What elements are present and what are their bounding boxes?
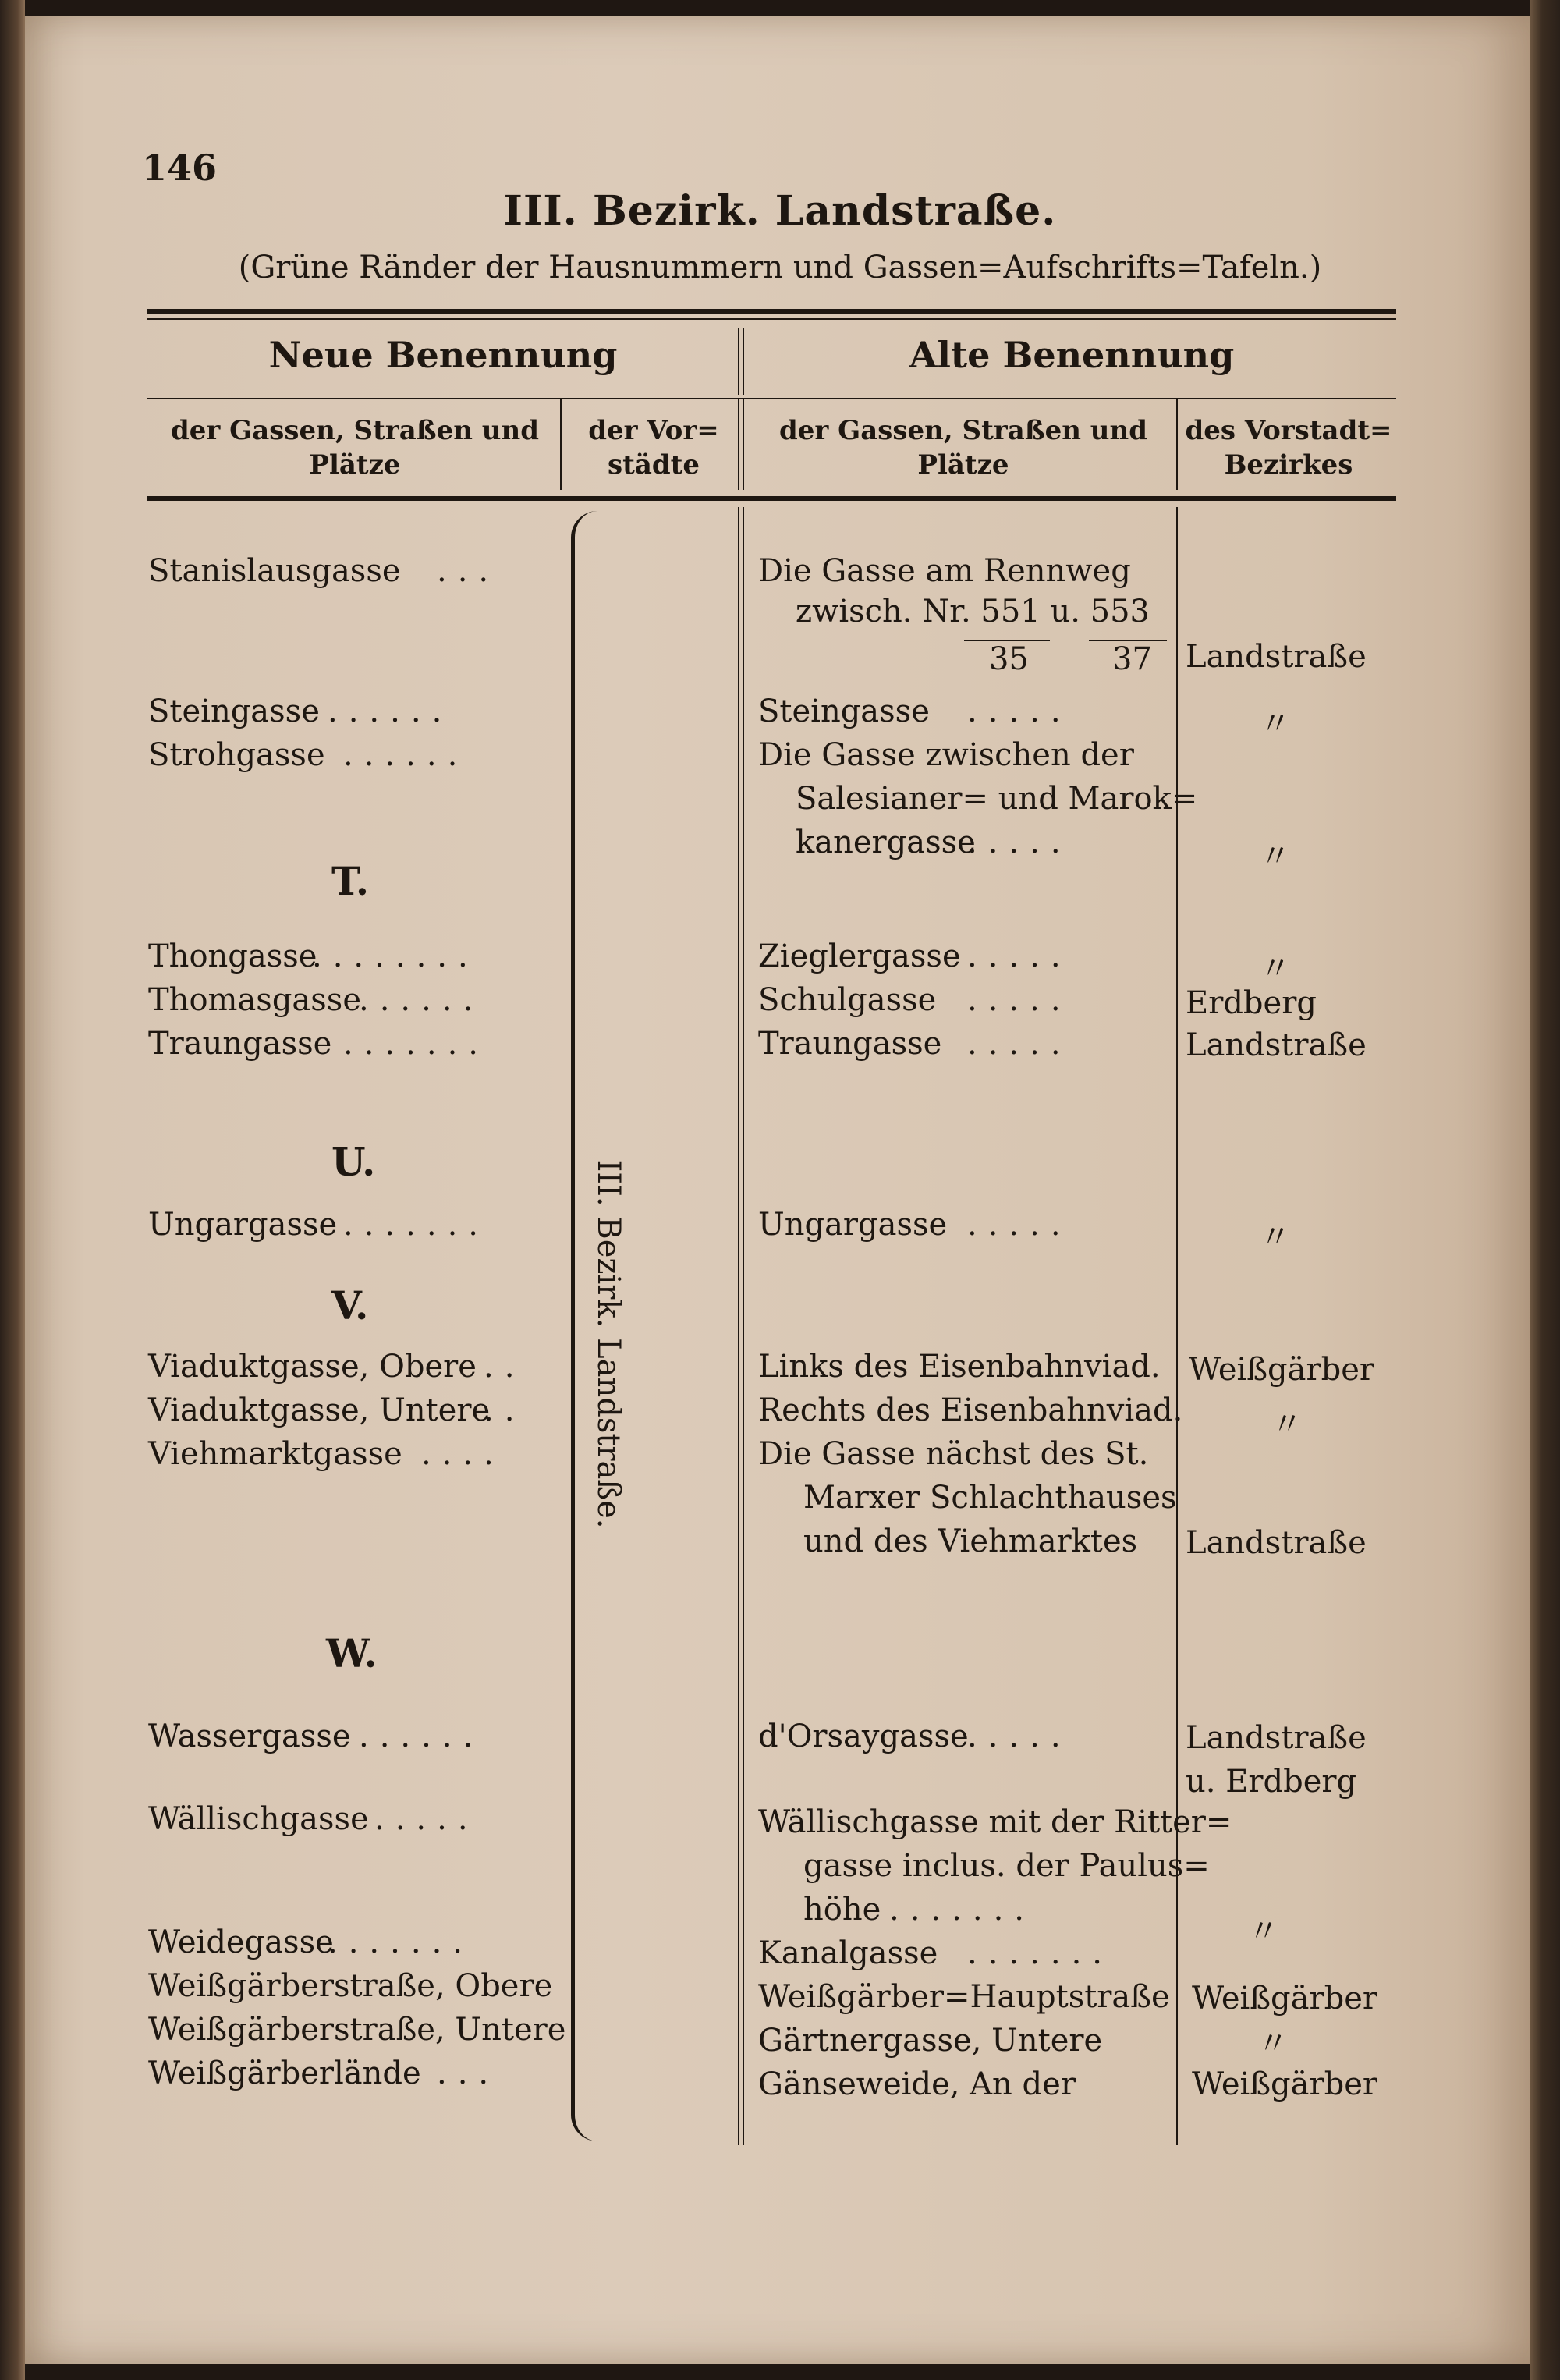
col-sep-2a [738, 399, 739, 490]
new-row-5: Traungasse [148, 1026, 332, 1062]
leader-dots: ..... [967, 693, 1072, 729]
district-row-7: Weißgärber [1189, 1352, 1375, 1388]
leader-dots: ..... [967, 1718, 1072, 1754]
old-row-9-line-2: und des Viehmarktes [803, 1523, 1138, 1559]
leader-dots: ..... [967, 1026, 1072, 1062]
header-divider-a [738, 328, 739, 395]
letter-v: V. [332, 1282, 369, 1328]
old-row-5-line-0: Traungasse [758, 1026, 942, 1062]
old-row-6-line-0: Ungargasse [758, 1207, 948, 1243]
district-row-13: Weißgärber [1192, 1981, 1378, 2016]
district-row-10: Landstraße u. Erdberg [1186, 1720, 1367, 1800]
page-subtitle: (Grüne Ränder der Hausnummern und Gassen=Aufschrifts=Tafeln.) [238, 250, 1322, 286]
letter-t: T. [332, 858, 370, 904]
letter-u: U. [332, 1139, 376, 1185]
leader-dots: .... [421, 1436, 505, 1472]
old-row-1-line-0: Steingasse [758, 693, 930, 729]
header-bottom-rule [147, 496, 1396, 501]
header-divider-b [743, 328, 744, 395]
leader-dots: .. [484, 1392, 526, 1428]
page-title: III. Bezirk. Landstraße. [503, 187, 1057, 235]
new-row-3: Thongasse [148, 938, 317, 974]
old-row-11-line-1: gasse inclus. der Paulus= [803, 1848, 1210, 1884]
district-row-4: Erdberg [1186, 985, 1317, 1021]
fraction-denominator-a: 35 [989, 641, 1029, 677]
district-row-8: 〃 [1271, 1406, 1303, 1442]
leader-dots: ... [437, 553, 500, 589]
district-label: III. Bezirk. Landstraße. [590, 1159, 626, 1529]
new-row-12: Weidegasse [148, 1924, 334, 1960]
district-row-5: Landstraße [1186, 1027, 1367, 1063]
old-row-15-line-0: Gänseweide, An der [758, 2066, 1076, 2102]
book-edge-left [0, 0, 25, 2380]
new-row-13: Weißgärberstraße, Obere [148, 1968, 553, 2004]
new-row-9: Viehmarktgasse [148, 1436, 402, 1472]
district-row-12: 〃 [1248, 1914, 1279, 1949]
letter-w: W. [326, 1630, 378, 1676]
col-sep-1 [560, 399, 562, 490]
body-sep-2a [738, 507, 739, 2145]
leader-dots: .. [484, 1349, 526, 1385]
header-col2: der Vor= städte [588, 415, 719, 481]
page-number: 146 [142, 147, 218, 189]
old-row-10-line-0: d'Orsaygasse [758, 1718, 969, 1754]
new-row-15: Weißgärberlände [148, 2055, 421, 2091]
leader-dots: ....... [967, 1935, 1114, 1971]
body-sep-3 [1176, 507, 1178, 2145]
district-row-9: Landstraße [1186, 1525, 1367, 1561]
leader-dots: ...... [343, 737, 469, 773]
district-row-1: 〃 [1260, 706, 1291, 742]
district-row-6: 〃 [1260, 1219, 1291, 1255]
old-row-3-line-0: Zieglergasse [758, 938, 961, 974]
old-row-2-line-0: Die Gasse zwischen der [758, 737, 1134, 773]
leader-dots: ...... [359, 1718, 484, 1754]
top-rule-thick [147, 309, 1396, 314]
old-row-0-line-0: Die Gasse am Rennweg [758, 553, 1131, 589]
leader-dots: ....... [328, 1924, 474, 1960]
leader-dots: ...... [359, 982, 484, 1018]
leader-dots: ....... [889, 1892, 1036, 1928]
new-row-6: Ungargasse [148, 1207, 338, 1243]
district-row-3: 〃 [1260, 951, 1291, 987]
new-row-8: Viaduktgasse, Untere [148, 1392, 491, 1428]
old-row-13-line-0: Weißgärber=Hauptstraße [758, 1979, 1170, 2015]
old-row-9-line-1: Marxer Schlachthauses [803, 1480, 1177, 1516]
fraction-denominator-b: 37 [1112, 641, 1152, 677]
header-col1: der Gassen, Straßen und Plätze [171, 415, 539, 481]
book-edge-right [1530, 0, 1560, 2380]
old-row-9-line-0: Die Gasse nächst des St. [758, 1436, 1149, 1472]
old-row-0-line-1: zwisch. Nr. 551 u. 553 [796, 594, 1150, 630]
leader-dots: ..... [967, 825, 1072, 860]
col-sep-3 [1176, 399, 1178, 490]
district-row-2: 〃 [1260, 839, 1291, 874]
district-row-15: Weißgärber [1192, 2066, 1378, 2102]
old-row-14-line-0: Gärtnergasse, Untere [758, 2023, 1103, 2059]
new-row-14: Weißgärberstraße, Untere [148, 2012, 566, 2048]
district-row-14: 〃 [1257, 2026, 1289, 2062]
leader-dots: ....... [343, 1207, 490, 1243]
new-row-11: Wällischgasse [148, 1801, 369, 1837]
old-row-4-line-0: Schulgasse [758, 982, 937, 1018]
new-row-1: Steingasse [148, 693, 320, 729]
header-new-naming: Neue Benennung [268, 334, 618, 376]
old-row-12-line-0: Kanalgasse [758, 1935, 938, 1971]
col-sep-2b [743, 399, 744, 490]
old-row-7-line-0: Links des Eisenbahnviad. [758, 1349, 1161, 1385]
leader-dots: ..... [967, 1207, 1072, 1243]
leader-dots: ........ [312, 938, 479, 974]
old-row-8-line-0: Rechts des Eisenbahnviad. [758, 1392, 1183, 1428]
new-row-2: Strohgasse [148, 737, 325, 773]
district-row-0: Landstraße [1186, 639, 1367, 675]
leader-dots: ..... [967, 938, 1072, 974]
new-row-0: Stanislausgasse [148, 553, 401, 589]
new-row-4: Thomasgasse [148, 982, 362, 1018]
old-row-2-line-2: kanergasse [796, 825, 976, 860]
old-row-2-line-1: Salesianer= und Marok= [796, 781, 1198, 817]
header-col3: der Gassen, Straßen und Plätze [779, 415, 1147, 481]
top-rule-thin [147, 318, 1396, 320]
leader-dots: ...... [328, 693, 453, 729]
leader-dots: ... [437, 2055, 500, 2091]
leader-dots: ..... [374, 1801, 479, 1837]
leader-dots: ....... [343, 1026, 490, 1062]
header-old-naming: Alte Benennung [909, 334, 1235, 376]
new-row-7: Viaduktgasse, Obere [148, 1349, 477, 1385]
leader-dots: ..... [967, 982, 1072, 1018]
new-row-10: Wassergasse [148, 1718, 351, 1754]
body-sep-2b [743, 507, 744, 2145]
old-row-11-line-2: höhe [803, 1892, 881, 1928]
header-mid-rule [147, 398, 1396, 399]
header-col4: des Vorstadt= Bezirkes [1185, 415, 1392, 481]
old-row-11-line-0: Wällischgasse mit der Ritter= [758, 1804, 1232, 1840]
